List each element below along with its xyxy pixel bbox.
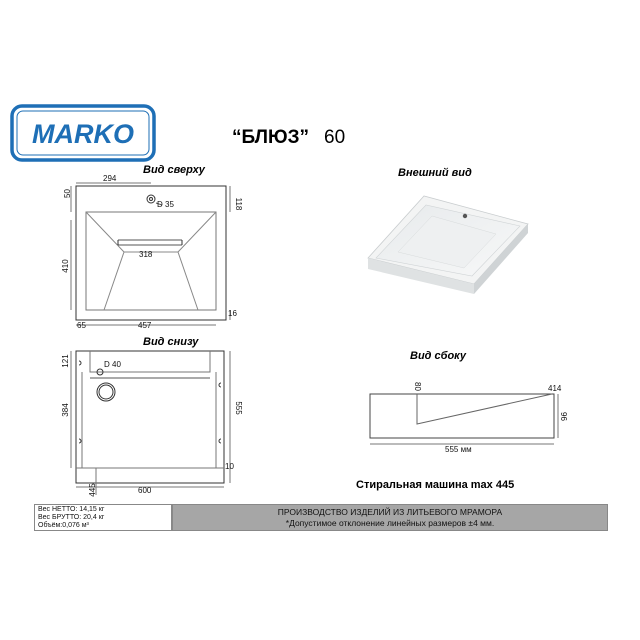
spec-net: Вес НЕТТО: 14,15 кг	[38, 506, 105, 513]
view-label-side: Вид сбоку	[410, 350, 466, 362]
dim-50: 50	[63, 189, 72, 198]
dim-16: 16	[228, 309, 237, 318]
dim-318: 318	[139, 250, 153, 259]
product-name: “БЛЮЗ”	[232, 127, 310, 148]
dim-121: 121	[61, 354, 70, 368]
production-note	[172, 504, 608, 531]
dim-555-bottom: 555	[234, 401, 243, 415]
dim-118: 118	[234, 197, 243, 211]
dim-457: 457	[138, 321, 152, 330]
dim-10: 10	[225, 462, 234, 471]
dim-96: 96	[559, 412, 568, 421]
dim-410: 410	[61, 259, 70, 273]
washing-machine-label: Стиральная машина max 445	[356, 479, 515, 491]
dim-445: 445	[88, 483, 97, 497]
note-line-2: *Допустимое отклонение линейных размеров ±4 мм.	[285, 518, 495, 528]
bottom-view-drawing	[71, 351, 230, 495]
dim-65: 65	[77, 321, 86, 330]
view-label-exterior: Внешний вид	[398, 167, 472, 179]
logo-text: MARKO	[32, 119, 134, 149]
dim-555-side: 555 мм	[445, 445, 472, 454]
dim-d35: D 35	[157, 200, 174, 209]
dim-384: 384	[61, 403, 70, 417]
note-line-1: ПРОИЗВОДСТВО ИЗДЕЛИЙ ИЗ ЛИТЬЕВОГО МРАМОРА	[277, 507, 503, 517]
footer-block	[34, 504, 608, 531]
dim-294: 294	[103, 174, 117, 183]
sink-render	[368, 196, 528, 294]
view-label-bottom: Вид снизу	[143, 336, 199, 348]
dim-600: 600	[138, 486, 152, 495]
dim-d40: D 40	[104, 360, 121, 369]
dim-414: 414	[548, 384, 562, 393]
spec-gross: Вес БРУТТО: 20,4 кг	[38, 514, 105, 521]
product-size: 60	[324, 127, 346, 148]
marko-logo	[12, 106, 154, 160]
specs-box	[34, 504, 172, 531]
spec-volume: Объём:0,076 м³	[38, 522, 89, 529]
view-label-top: Вид сверху	[143, 164, 205, 176]
dim-80: 80	[413, 382, 422, 391]
side-view-drawing	[370, 394, 558, 444]
